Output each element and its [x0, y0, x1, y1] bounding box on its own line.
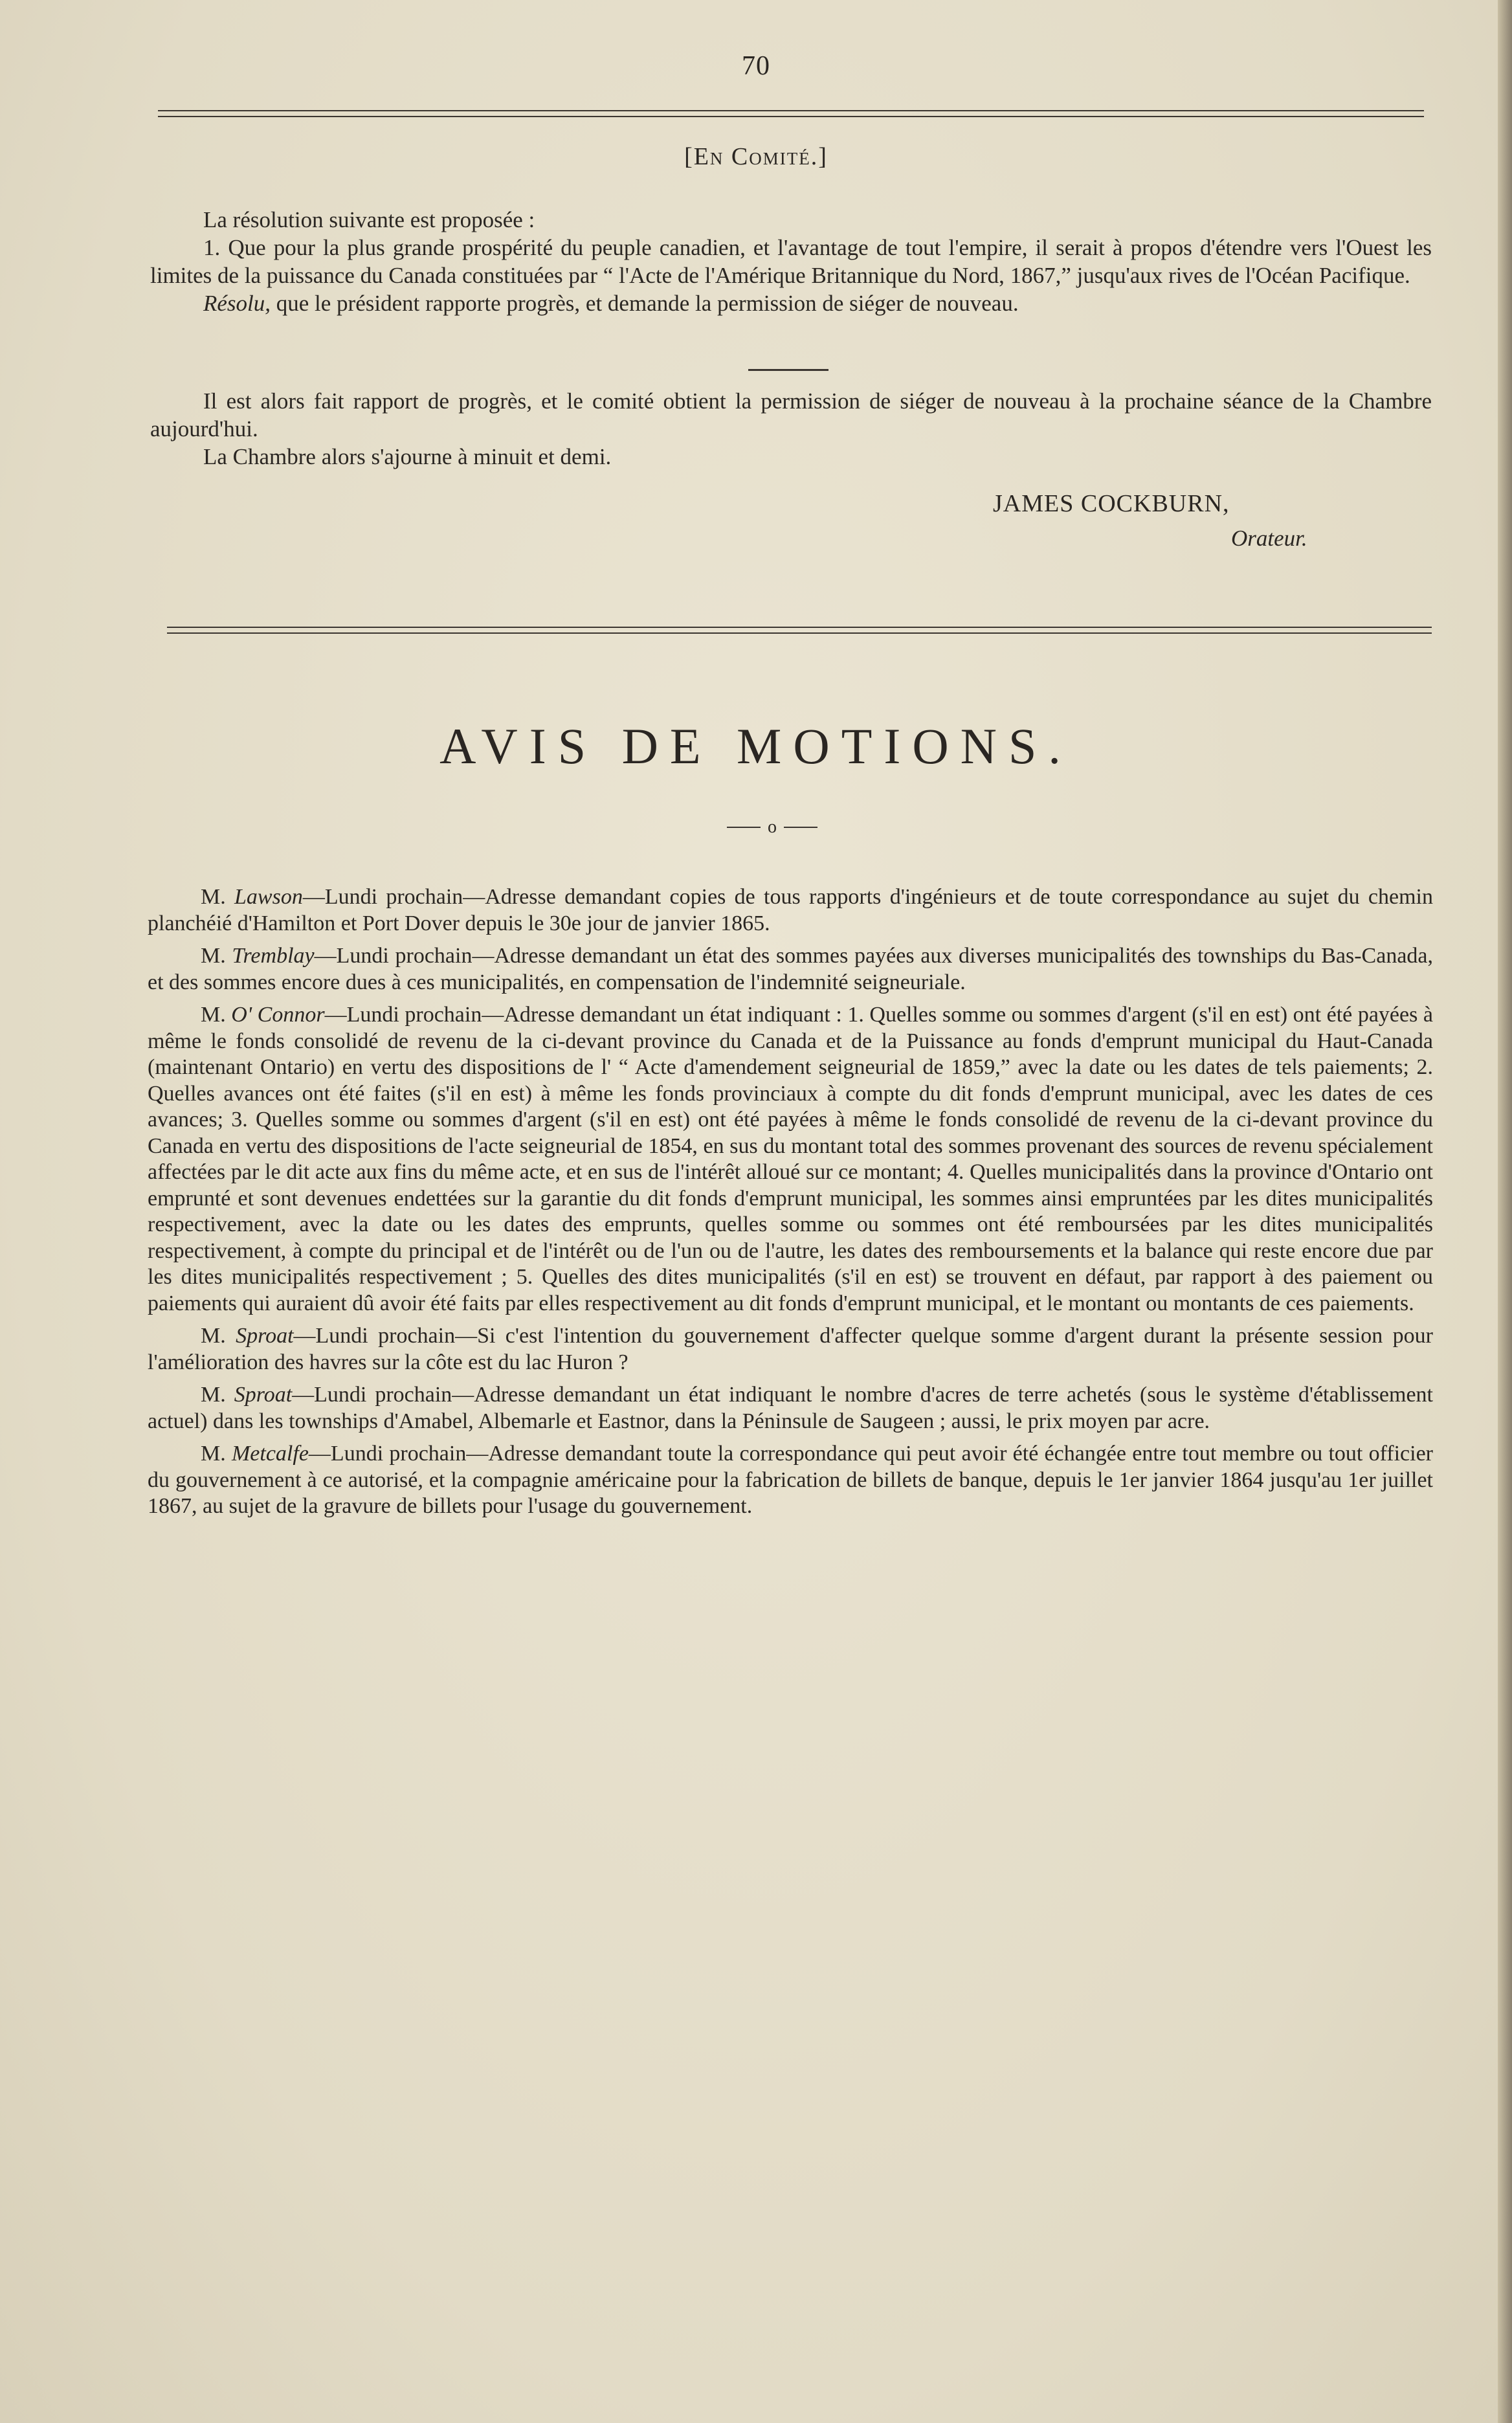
motion-text: —Lundi prochain—Adresse demandant un état des sommes payées aux diverses municipalités des townships du Bas-Canada, et des sommes encore dues à ces municipalités, en compensation de l'indemnité seigneuriale. — [148, 944, 1434, 994]
resolution-1: 1. Que pour la plus grande prospérité du peuple canadien, et l'avantage de tout l'empire, il serait à propos d'étendre vers l'Ouest les limites de la puissance du Canada constituées par “ l'Acte de l'Amérique Britannique du Nord, 1867,” jusqu'aux rives de l'Océan Pacifique. — [150, 235, 1432, 288]
report-paragraph: Il est alors fait rapport de progrès, et le comité obtient la permission de siéger de nouveau à la prochaine séance de la Chambre aujourd'hui. — [150, 388, 1432, 441]
ornament-mark: o — [768, 817, 777, 837]
motion-text: —Lundi prochain—Adresse demandant copies de tous rapports d'ingénieurs et de toute correspondance au sujet du chemin planchéié d'Hamilton et Port Dover depuis le 30e jour de janvier 1865. — [148, 885, 1433, 935]
motion-item: M. Sproat—Lundi prochain—Adresse demandant un état indiquant le nombre d'acres de terre achetés (sous le système d'établissement actuel) dans les townships d'Amabel, Albemarle et Eastnor, dans la Péninsule de Saugeen ; aussi, le prix moyen par acre. — [148, 1383, 1433, 1433]
proceedings-block — [150, 206, 1432, 317]
section-double-rule — [167, 627, 1432, 634]
motion-mover: Lawson — [234, 885, 303, 909]
resolved-paragraph — [150, 289, 1432, 317]
speaker-name: JAMES COCKBURN, — [993, 490, 1230, 517]
page-number: 70 — [742, 51, 770, 81]
short-separator-rule — [748, 369, 828, 371]
motion-mover: O' Connor — [231, 1003, 325, 1027]
motion-text: —Lundi prochain—Adresse demandant un état indiquant : 1. Quelles somme ou sommes d'argent (s'il en est) ont été payées à même le fonds consolidé de revenu de la ci-devant province du Canada et de la Puissance au fonds d'emprunt municipal du Haut-Canada (maintenant Ontario) en vertu des dispositions de l' “ Acte d'amendement seigneurial de 1859,” avec la date ou les dates de tels paiements; 2. Quelles avances ont été faites (s'il en est) à même les fonds provinciaux à compte du dit fonds d'emprunt municipal, avec les dates de ces avances; 3. Quelles somme ou sommes d'argent (s'il en est) ont été payées à même le fonds consolidé de revenu de la ci-devant province du Canada en vertu des dispositions de l'acte seigneurial de 1854, en sus du montant total des sommes provenant des sources de revenu spécialement affectées par le dit acte aux fins du même acte, et en sus de l'intérêt alloué sur ce montant; 4. Quelles municipalités dans la province d'Ontario ont emprunté et sont devenues endettées sur la garantie du dit fonds d'emprunt municipal, les sommes ainsi empruntées par les dites municipalités respectivement, avec la date ou les dates des emprunts, quelles somme ou sommes ont été remboursées par les dites municipalités respectivement, à compte du principal et de l'intérêt ou de l'un ou de l'autre, les dates des remboursements et la balance qui reste encore due par les dites municipalités respectivement ; 5. Quelles des dites municipalités (s'il en est) se trouvent en défaut, par rapport à des paiement ou paiements qui auraient dû avoir été faits par elles respectivement au dit fonds d'emprunt municipal, et le montant ou montants de ces paiements. — [148, 1003, 1433, 1315]
motion-text: —Lundi prochain—Adresse demandant toute la correspondance qui peut avoir été échangée entre tout membre ou tout officier du gouvernement à ce autorisé, et la compagnie américaine pour la fabrication de billets de banque, depuis le 1er janvier 1864 jusqu'au 1er juillet 1867, au sujet de la gravure de billets pour l'usage du gouvernement. — [148, 1442, 1434, 1518]
motions-list — [148, 884, 1433, 1526]
motion-item: M. Sproat—Lundi prochain—Si c'est l'intention du gouvernement d'affecter quelque somme d'argent durant la présente session pour l'amélioration des havres sur la côte est du lac Huron ? — [148, 1324, 1433, 1374]
resolved-label: Résolu, — [203, 291, 271, 316]
adjourn-paragraph: La Chambre alors s'ajourne à minuit et demi. — [203, 444, 612, 469]
committee-heading: [En Comité.] — [684, 143, 828, 170]
motion-text: —Lundi prochain—Adresse demandant un état indiquant le nombre d'acres de terre achetés (sous le système d'établissement actuel) dans les townships d'Amabel, Albemarle et Eastnor, dans la Péninsule de Saugeen ; aussi, le prix moyen par acre. — [148, 1383, 1433, 1433]
top-double-rule — [158, 110, 1424, 117]
motion-item: M. Metcalfe—Lundi prochain—Adresse demandant toute la correspondance qui peut avoir été échangée entre tout membre ou tout officier du gouvernement à ce autorisé, et la compagnie américaine pour la fabrication de billets de banque, depuis le 1er janvier 1864 jusqu'au 1er juillet 1867, au sujet de la gravure de billets pour l'usage du gouvernement. — [148, 1442, 1434, 1518]
section-title: AVIS DE MOTIONS. — [439, 718, 1073, 774]
speaker-role: Orateur. — [1231, 526, 1307, 551]
motion-item: M. Tremblay—Lundi prochain—Adresse demandant un état des sommes payées aux diverses municipalités des townships du Bas-Canada, et des sommes encore dues à ces municipalités, en compensation de l'indemnité seigneuriale. — [148, 944, 1434, 994]
resolved-text: que le président rapporte progrès, et demande la permission de siéger de nouveau. — [271, 291, 1019, 316]
report-block — [150, 387, 1432, 471]
ornament-separator — [727, 817, 817, 836]
motion-mover: Tremblay — [232, 944, 315, 968]
resolution-intro: La résolution suivante est proposée : — [203, 207, 535, 232]
motion-mover: Sproat — [236, 1324, 294, 1348]
motion-text: —Lundi prochain—Si c'est l'intention du gouvernement d'affecter quelque somme d'argent durant la présente session pour l'amélioration des havres sur la côte est du lac Huron ? — [148, 1324, 1433, 1374]
page-edge-shadow — [1498, 0, 1512, 2423]
motion-mover: Metcalfe — [231, 1442, 309, 1466]
motion-item: M. Lawson—Lundi prochain—Adresse demandant copies de tous rapports d'ingénieurs et de toute correspondance au sujet du chemin planchéié d'Hamilton et Port Dover depuis le 30e jour de janvier 1865. — [148, 885, 1433, 935]
motion-item: M. O' Connor—Lundi prochain—Adresse demandant un état indiquant : 1. Quelles somme ou sommes d'argent (s'il en est) ont été payées à même le fonds consolidé de revenu de la ci-devant province du Canada et de la Puissance au fonds d'emprunt municipal du Haut-Canada (maintenant Ontario) en vertu des dispositions de l' “ Acte d'amendement seigneurial de 1859,” avec la date ou les dates de tels paiements; 2. Quelles avances ont été faites (s'il en est) à même les fonds provinciaux à compte du dit fonds d'emprunt municipal, avec les dates de ces avances; 3. Quelles somme ou sommes d'argent (s'il en est) ont été payées à même le fonds consolidé de revenu de la ci-devant province du Canada en vertu des dispositions de l'acte seigneurial de 1854, en sus du montant total des sommes provenant des sources de revenu spécialement affectées par le dit acte aux fins du même acte, et en sus de l'intérêt alloué sur ce montant; 4. Quelles municipalités dans la province d'Ontario ont emprunté et sont devenues endettées sur la garantie du dit fonds d'emprunt municipal, les sommes ainsi empruntées par les dites municipalités respectivement, avec la date ou les dates des emprunts, quelles somme ou sommes ont été remboursées par les dites municipalités respectivement, à compte du principal et de l'intérêt ou de l'un ou de l'autre, les dates des remboursements et la balance qui reste encore due par les dites municipalités respectivement ; 5. Quelles des dites municipalités (s'il en est) se trouvent en défaut, par rapport à des paiement ou paiements qui auraient dû avoir été faits par elles respectivement au dit fonds d'emprunt municipal, et le montant ou montants de ces paiements. — [148, 1003, 1433, 1315]
motion-mover: Sproat — [234, 1383, 293, 1407]
